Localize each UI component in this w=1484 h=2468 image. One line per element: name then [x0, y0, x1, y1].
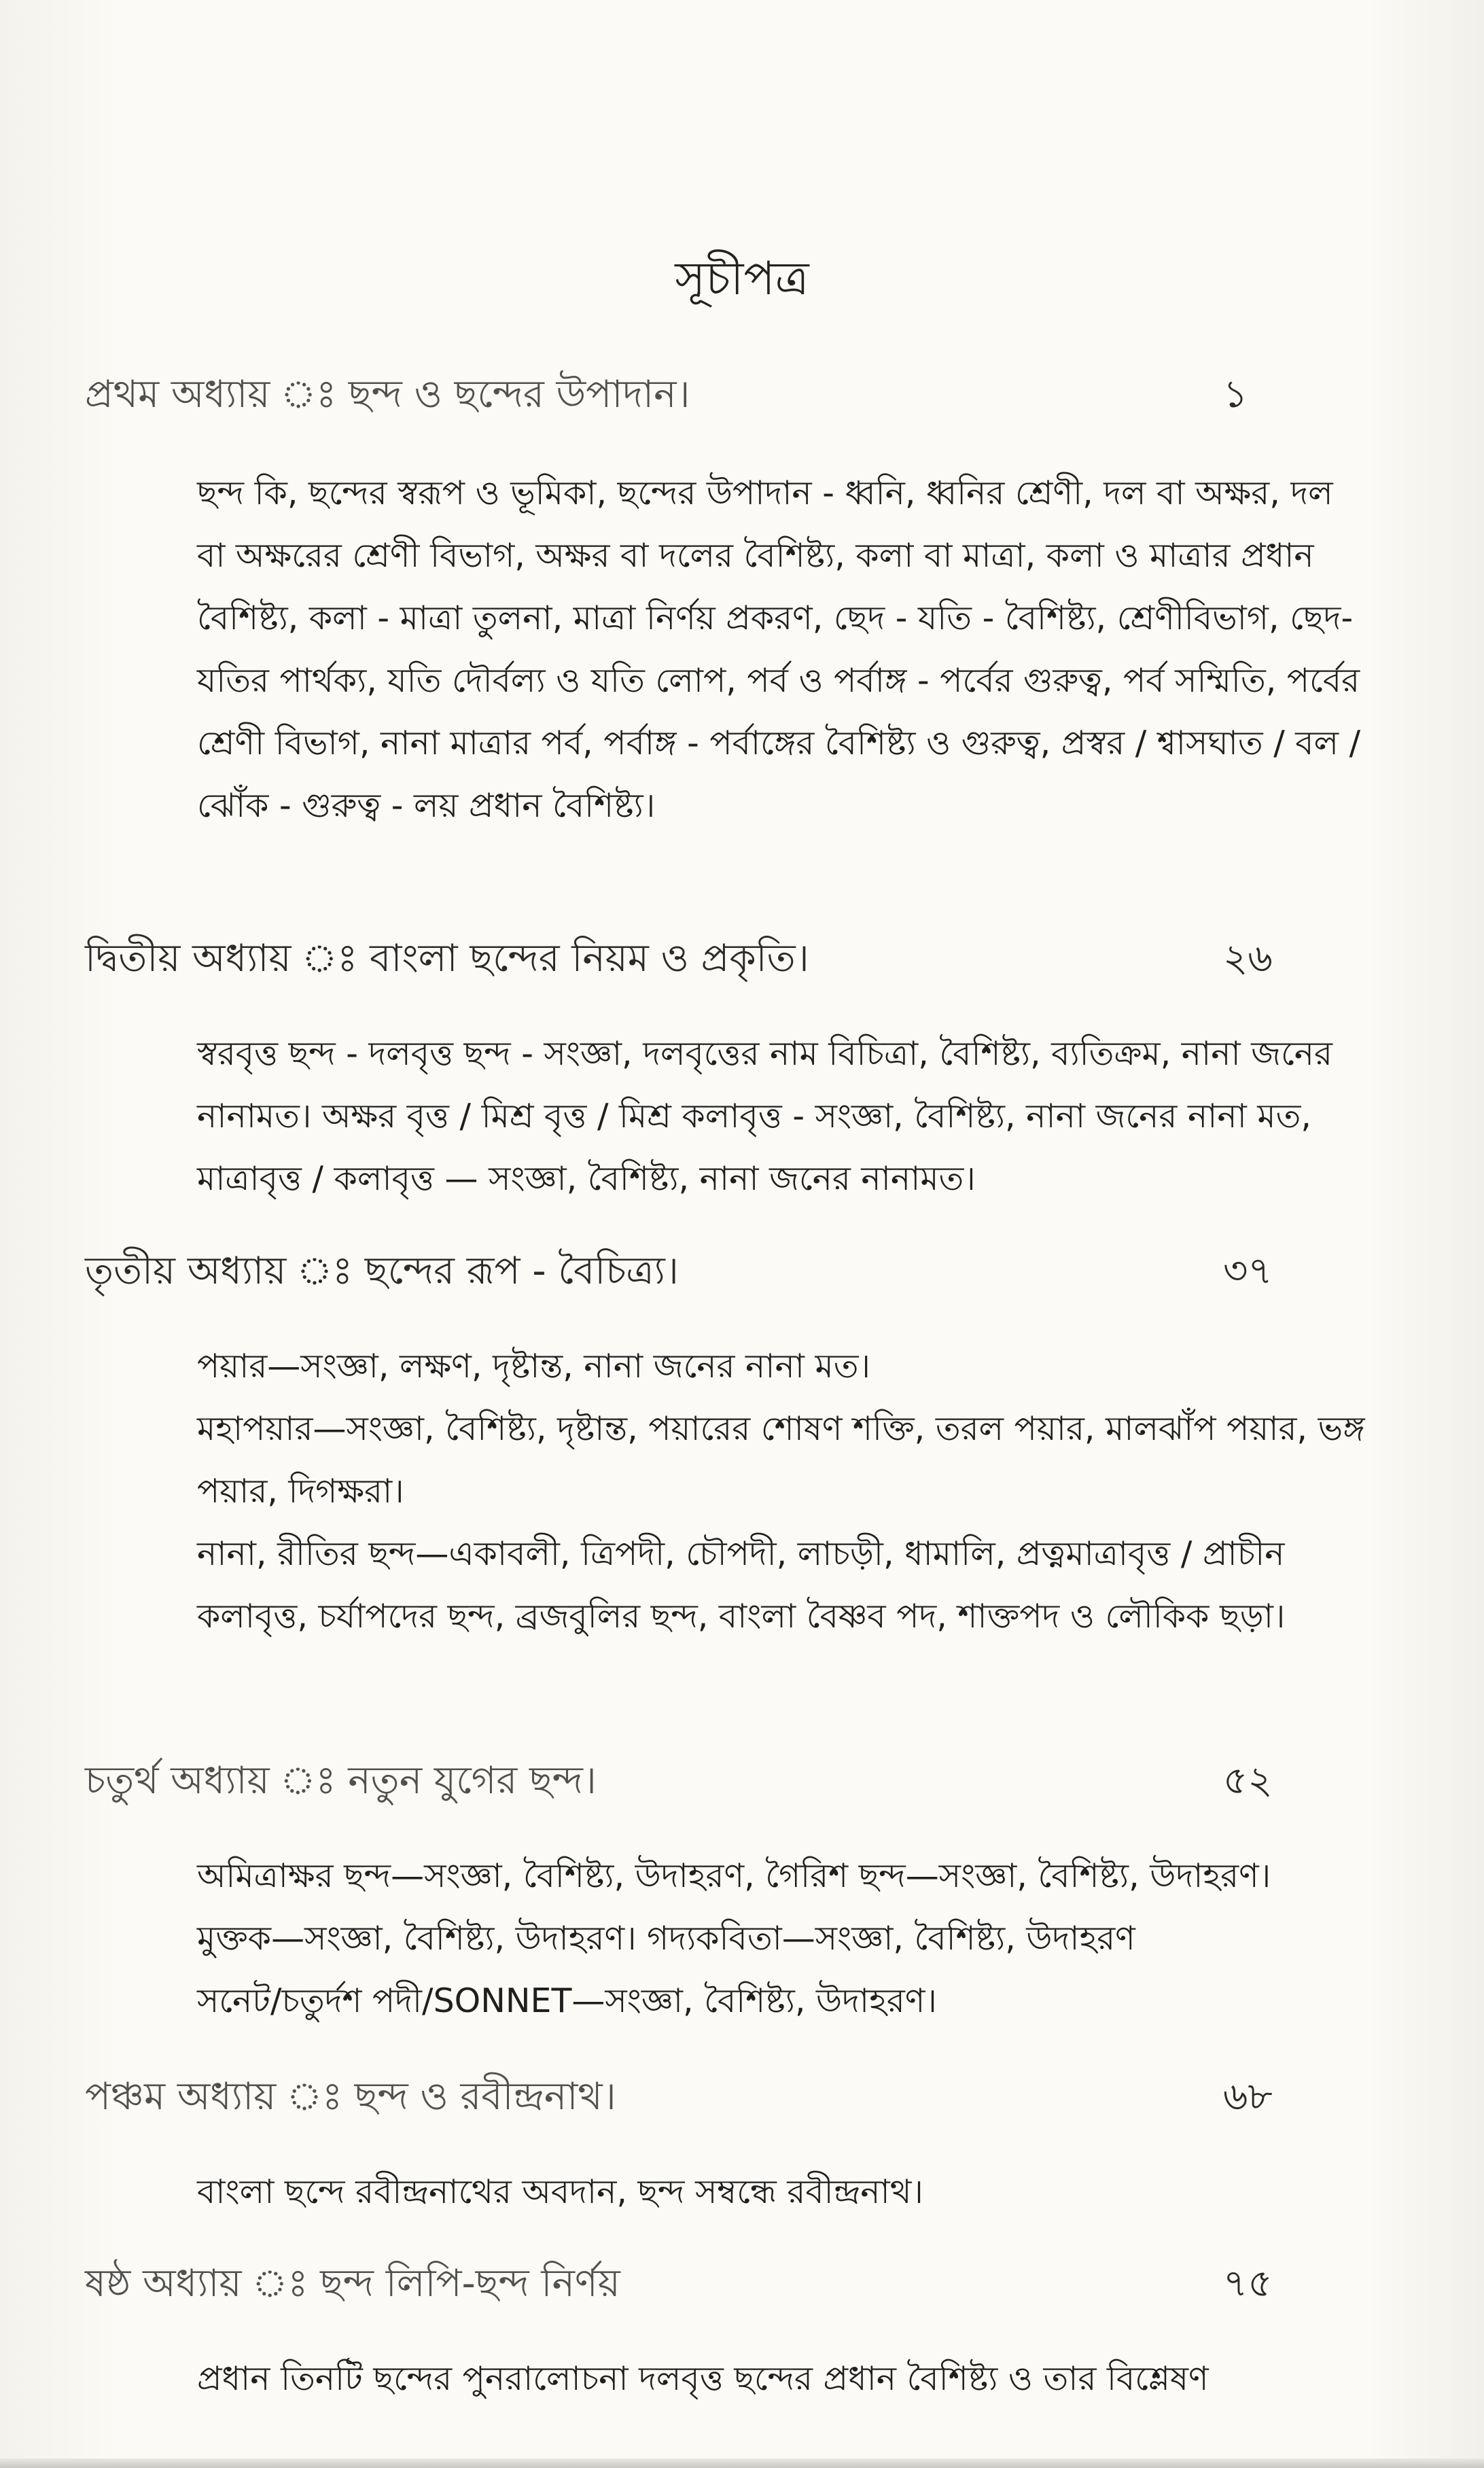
- chapter-title: দ্বিতীয় অধ্যায় ঃ বাংলা ছন্দের নিয়ম ও প্রকৃতি।: [85, 936, 809, 981]
- chapter-heading-6: [85, 2259, 1396, 2309]
- page-title: সূচীপত্র: [675, 252, 809, 306]
- chapter-page-number: ৩৭: [1223, 1249, 1273, 1293]
- chapter-description-2: [197, 1023, 1366, 1210]
- description-paragraph: ছন্দ কি, ছন্দের স্বরূপ ও ভূমিকা, ছন্দের উপাদান - ধ্বনি, ধ্বনির শ্রেণী, দল বা অক্ষর, দল বা অক্ষরের শ্রেণী বিভাগ, অক্ষর বা দলের বৈশিষ্ট্য, কলা বা মাত্রা, কলা ও মাত্রার প্রধান বৈশিষ্ট্য, কলা - মাত্রা তুলনা, মাত্রা নির্ণয় প্রকরণ, ছেদ - যতি - বৈশিষ্ট্য, শ্রেণীবিভাগ, ছেদ-যতির পার্থক্য, যতি দৌর্বল্য ও যতি লোপ, পর্ব ও পর্বাঙ্গ - পর্বের গুরুত্ব, পর্ব সম্মিতি, পর্বের শ্রেণী বিভাগ, নানা মাত্রার পর্ব, পর্বাঙ্গ - পর্বাঙ্গের বৈশিষ্ট্য ও গুরুত্ব, প্রস্বর / শ্বাসঘাত / বল / ঝোঁক - গুরুত্ব - লয় প্রধান বৈশিষ্ট্য।: [197, 474, 1361, 825]
- description-paragraph: সনেট/চতুর্দশ পদী/SONNET—সংজ্ঞা, বৈশিষ্ট্য, উদাহরণ।: [197, 1981, 937, 2020]
- description-paragraph: নানা, রীতির ছন্দ—একাবলী, ত্রিপদী, চৌপদী, লাচড়ী, ধামালি, প্রত্নমাত্রাবৃত্ত / প্রাচীন কলাবৃত্ত, চর্যাপদের ছন্দ, ব্রজবুলির ছন্দ, বাংলা বৈষ্ণব পদ, শাক্তপদ ও লৌকিক ছড়া।: [197, 1534, 1286, 1636]
- description-paragraph: পয়ার—সংজ্ঞা, লক্ষণ, দৃষ্টান্ত, নানা জনের নানা মত।: [197, 1347, 871, 1386]
- chapter-description-4: [197, 1845, 1366, 2032]
- chapter-description-5: [197, 2161, 1366, 2223]
- chapter-heading-4: [85, 1757, 1396, 1806]
- chapter-heading-3: [85, 1247, 1396, 1297]
- chapter-title: ষষ্ঠ অধ্যায় ঃ ছন্দ লিপি-ছন্দ নির্ণয়: [85, 2261, 620, 2306]
- description-paragraph: অমিত্রাক্ষর ছন্দ—সংজ্ঞা, বৈশিষ্ট্য, উদাহরণ, গৈরিশ ছন্দ—সংজ্ঞা, বৈশিষ্ট্য, উদাহরণ।: [197, 1856, 1271, 1895]
- chapter-page-number: ২৬: [1223, 936, 1273, 981]
- chapter-description-6: [197, 2348, 1366, 2410]
- chapter-page-number: ১: [1223, 372, 1248, 417]
- chapter-description-3: [197, 1335, 1366, 1648]
- chapter-heading-2: [85, 934, 1396, 984]
- chapter-page-number: ৬৮: [1223, 2075, 1273, 2119]
- description-paragraph: বাংলা ছন্দে রবীন্দ্রনাথের অবদান, ছন্দ সম্বন্ধে রবীন্দ্রনাথ।: [197, 2172, 923, 2211]
- chapter-title: প্রথম অধ্যায় ঃ ছন্দ ও ছন্দের উপাদান।: [85, 372, 690, 417]
- chapter-page-number: ৭৫: [1223, 2261, 1273, 2306]
- chapter-description-1: [197, 462, 1366, 837]
- page-bottom-edge: [0, 2458, 1484, 2468]
- chapter-title: পঞ্চম অধ্যায় ঃ ছন্দ ও রবীন্দ্রনাথ।: [85, 2075, 616, 2119]
- description-paragraph: মহাপয়ার—সংজ্ঞা, বৈশিষ্ট্য, দৃষ্টান্ত, পয়ারের শোষণ শক্তি, তরল পয়ার, মালঝাঁপ পয়ার, ভঙ্গ পয়ার, দিগক্ষরা।: [197, 1409, 1365, 1511]
- chapter-page-number: ৫২: [1223, 1759, 1273, 1803]
- chapter-heading-1: [85, 370, 1396, 420]
- chapter-heading-5: [85, 2073, 1396, 2122]
- description-paragraph: স্বরবৃত্ত ছন্দ - দলবৃত্ত ছন্দ - সংজ্ঞা, দলবৃত্তের নাম বিচিত্রা, বৈশিষ্ট্য, ব্যতিক্রম, নানা জনের নানামত। অক্ষর বৃত্ত / মিশ্র বৃত্ত / মিশ্র কলাবৃত্ত - সংজ্ঞা, বৈশিষ্ট্য, নানা জনের নানা মত, মাত্রাবৃত্ত / কলাবৃত্ত — সংজ্ঞা, বৈশিষ্ট্য, নানা জনের নানামত।: [197, 1034, 1333, 1198]
- chapter-title: তৃতীয় অধ্যায় ঃ ছন্দের রূপ - বৈচিত্র্য।: [85, 1249, 679, 1293]
- description-paragraph: প্রধান তিনটি ছন্দের পুনরালোচনা দলবৃত্ত ছন্দের প্রধান বৈশিষ্ট্য ও তার বিশ্লেষণ: [197, 2359, 1209, 2398]
- chapter-title: চতুর্থ অধ্যায় ঃ নতুন যুগের ছন্দ।: [85, 1759, 597, 1803]
- description-paragraph: মুক্তক—সংজ্ঞা, বৈশিষ্ট্য, উদাহরণ। গদ্যকবিতা—সংজ্ঞা, বৈশিষ্ট্য, উদাহরণ: [197, 1919, 1135, 1958]
